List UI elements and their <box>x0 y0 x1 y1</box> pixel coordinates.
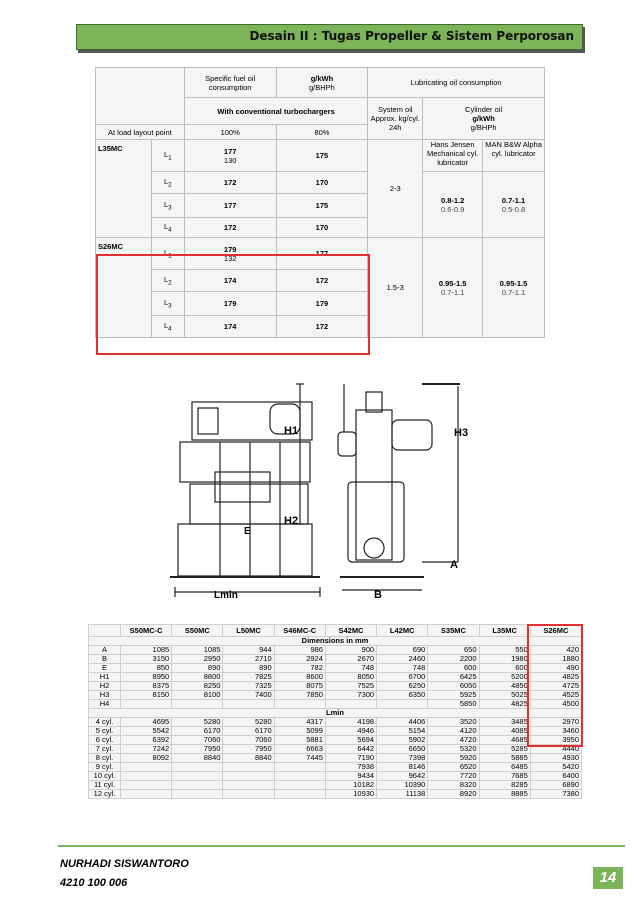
lmin-value: 5694 <box>325 736 376 745</box>
dimension-value: 986 <box>274 646 325 655</box>
lmin-value: 10182 <box>325 781 376 790</box>
dimension-value: 890 <box>172 664 223 673</box>
table-row <box>89 754 582 763</box>
table-row <box>89 736 582 745</box>
table-row <box>89 727 582 736</box>
dimension-value: 8250 <box>172 682 223 691</box>
row-label: A <box>89 646 121 655</box>
dimension-value: 1880 <box>530 655 581 664</box>
turbo-header: With conventional turbochargers <box>184 98 368 125</box>
label-a: A <box>450 559 458 571</box>
lmin-value: 5099 <box>274 727 325 736</box>
dimension-value: 6700 <box>377 673 428 682</box>
table-row <box>89 790 582 799</box>
dimension-value: 4825 <box>479 700 530 709</box>
table-row <box>89 763 582 772</box>
dimension-value: 6425 <box>428 673 479 682</box>
lmin-value: 3460 <box>530 727 581 736</box>
label-h3: H3 <box>454 427 469 439</box>
lmin-value <box>172 763 223 772</box>
lmin-value: 5902 <box>377 736 428 745</box>
dimension-value: 8050 <box>325 673 376 682</box>
lmin-value: 7950 <box>172 745 223 754</box>
lmin-value <box>223 790 274 799</box>
sfoc-100: 172 <box>184 172 276 194</box>
lmin-value: 11138 <box>377 790 428 799</box>
dimension-value: 5025 <box>479 691 530 700</box>
lmin-value: 8285 <box>479 781 530 790</box>
lmin-value: 10390 <box>377 781 428 790</box>
table-row <box>89 700 582 709</box>
dimension-value: 890 <box>223 664 274 673</box>
lmin-value: 8320 <box>428 781 479 790</box>
engine-column-header: S50MC-C <box>121 625 172 637</box>
lmin-value <box>223 781 274 790</box>
lmin-value: 10930 <box>325 790 376 799</box>
lmin-value: 5885 <box>479 754 530 763</box>
engine-column-header: S50MC <box>172 625 223 637</box>
sfoc-header: Specific fuel oil consumption <box>184 68 276 98</box>
load-point: $L_4$ <box>151 316 184 338</box>
units-header: g/kWh g/BHPh <box>276 68 368 98</box>
label-h2: H2 <box>284 515 299 527</box>
load-point: $L_1$ <box>151 140 184 172</box>
lmin-value <box>172 772 223 781</box>
dimension-value: 2670 <box>325 655 376 664</box>
dimension-value: 8100 <box>172 691 223 700</box>
row-label: 9 cyl. <box>89 763 121 772</box>
dimension-value: 7825 <box>223 673 274 682</box>
section-row <box>89 709 582 718</box>
dimension-value: 7525 <box>325 682 376 691</box>
dimension-value: 600 <box>428 664 479 673</box>
label-b: B <box>374 589 382 600</box>
row-label: 5 cyl. <box>89 727 121 736</box>
engine-column-header: S42MC <box>325 625 376 637</box>
label-lmin: Lmin <box>214 590 238 600</box>
sfoc-80: 172 <box>276 316 368 338</box>
dimensions-table <box>88 624 582 799</box>
load-point: $L_1$ <box>151 238 184 270</box>
lmin-value: 7685 <box>479 772 530 781</box>
lmin-value: 4440 <box>530 745 581 754</box>
page-number: 14 <box>593 867 623 889</box>
sfoc-100: 174 <box>184 270 276 292</box>
engine-column-header: S26MC <box>530 625 581 637</box>
lmin-value: 4685 <box>479 736 530 745</box>
col-100: 100% <box>184 125 276 140</box>
row-label: 11 cyl. <box>89 781 121 790</box>
lmin-value <box>223 772 274 781</box>
student-id: 4210 100 006 <box>60 877 128 889</box>
footer-divider <box>58 845 625 847</box>
sfoc-80: 179 <box>276 292 368 316</box>
lmin-value: 4317 <box>274 718 325 727</box>
lube-header: Lubricating oil consumption <box>368 68 545 98</box>
table-row <box>89 718 582 727</box>
engine-column-header: L42MC <box>377 625 428 637</box>
dimension-value: 782 <box>274 664 325 673</box>
sfoc-80: 170 <box>276 172 368 194</box>
dimension-value: 1085 <box>172 646 223 655</box>
dimension-value: 8150 <box>121 691 172 700</box>
lmin-value: 7190 <box>325 754 376 763</box>
dimension-value: 944 <box>223 646 274 655</box>
lmin-value: 8920 <box>428 790 479 799</box>
row-label: H3 <box>89 691 121 700</box>
engine-drawing <box>160 372 480 600</box>
row-label: 6 cyl. <box>89 736 121 745</box>
alpha-value: 0.95-1.5 0.7-1.1 <box>483 238 545 338</box>
table-row <box>89 646 582 655</box>
sfoc-80: 175 <box>276 194 368 218</box>
lmin-value: 7398 <box>377 754 428 763</box>
corner-cell <box>89 625 121 637</box>
col-80: 80% <box>276 125 368 140</box>
lmin-value: 5280 <box>172 718 223 727</box>
dimension-value: 1085 <box>121 646 172 655</box>
dimension-value: 5200 <box>479 673 530 682</box>
dimension-value: 690 <box>377 646 428 655</box>
dimension-value: 4725 <box>530 682 581 691</box>
dimension-value: 8075 <box>274 682 325 691</box>
lmin-value: 4120 <box>428 727 479 736</box>
load-point: $L_4$ <box>151 218 184 238</box>
lmin-value: 5881 <box>274 736 325 745</box>
lmin-value: 7720 <box>428 772 479 781</box>
row-label: 10 cyl. <box>89 772 121 781</box>
dimension-value: 2460 <box>377 655 428 664</box>
dimension-value: 8950 <box>121 673 172 682</box>
dimension-value: 420 <box>530 646 581 655</box>
engine-column-header: L35MC <box>479 625 530 637</box>
lmin-value <box>172 781 223 790</box>
dimension-value: 4850 <box>479 682 530 691</box>
dimension-value: 748 <box>325 664 376 673</box>
table-row <box>89 745 582 754</box>
dimension-value: 4500 <box>530 700 581 709</box>
engine-name: L35MC <box>96 140 152 238</box>
dimensions-title: Dimensions in mm <box>89 637 582 646</box>
dimension-value <box>223 700 274 709</box>
table-row <box>89 772 582 781</box>
lmin-value: 4695 <box>121 718 172 727</box>
dimension-value: 4525 <box>530 691 581 700</box>
dimension-value <box>172 700 223 709</box>
lmin-value: 9642 <box>377 772 428 781</box>
lmin-value <box>121 790 172 799</box>
dimension-value: 6250 <box>377 682 428 691</box>
table-row <box>89 655 582 664</box>
dimension-value: 600 <box>479 664 530 673</box>
row-label: B <box>89 655 121 664</box>
dimension-value <box>121 700 172 709</box>
dimension-value: 6350 <box>377 691 428 700</box>
dimension-value: 2200 <box>428 655 479 664</box>
sfoc-100: 174 <box>184 316 276 338</box>
lmin-value: 7950 <box>223 745 274 754</box>
lmin-value <box>223 763 274 772</box>
hans-jensen-header: Hans Jensen Mechanical cyl. lubricator <box>423 140 483 172</box>
lmin-value: 4946 <box>325 727 376 736</box>
lmin-value: 4406 <box>377 718 428 727</box>
header-bar <box>76 24 583 50</box>
table-row <box>89 691 582 700</box>
lmin-value: 4930 <box>530 754 581 763</box>
lmin-value: 6485 <box>479 763 530 772</box>
lmin-value: 3520 <box>428 718 479 727</box>
dimension-value: 900 <box>325 646 376 655</box>
lmin-value: 8092 <box>121 754 172 763</box>
lmin-value: 8840 <box>172 754 223 763</box>
dimension-value: 2924 <box>274 655 325 664</box>
table-row <box>89 682 582 691</box>
row-label: 7 cyl. <box>89 745 121 754</box>
lmin-value: 2970 <box>530 718 581 727</box>
alpha-value: 0.7-1.1 0.5-0.8 <box>483 172 545 238</box>
lmin-value: 6663 <box>274 745 325 754</box>
lmin-value: 6442 <box>325 745 376 754</box>
lmin-value <box>274 763 325 772</box>
table-row <box>89 664 582 673</box>
row-label: 4 cyl. <box>89 718 121 727</box>
row-label: 8 cyl. <box>89 754 121 763</box>
dimension-value: 5925 <box>428 691 479 700</box>
dimension-value: 850 <box>121 664 172 673</box>
load-point: $L_3$ <box>151 292 184 316</box>
engine-column-header: S35MC <box>428 625 479 637</box>
header-row <box>89 625 582 637</box>
s26mc-highlight-box <box>96 254 370 355</box>
load-point: $L_2$ <box>151 172 184 194</box>
lmin-value: 5420 <box>530 763 581 772</box>
lmin-value: 6392 <box>121 736 172 745</box>
dimension-value: 2950 <box>172 655 223 664</box>
lmin-value: 5542 <box>121 727 172 736</box>
system-oil-header: System oil Approx. kg/cyl. 24h <box>368 98 423 140</box>
row-label: E <box>89 664 121 673</box>
engine-name: S26MC <box>96 238 152 338</box>
lmin-value: 6650 <box>377 745 428 754</box>
sfoc-100: 177 <box>184 194 276 218</box>
dimension-value <box>377 700 428 709</box>
author-name: NURHADI SISWANTORO <box>60 858 189 870</box>
system-oil-value: 2-3 <box>368 140 423 238</box>
dimension-value: 550 <box>479 646 530 655</box>
dimension-value <box>325 700 376 709</box>
sfoc-80: 170 <box>276 218 368 238</box>
lmin-value: 8885 <box>479 790 530 799</box>
lmin-value: 5285 <box>479 745 530 754</box>
lmin-value: 6890 <box>530 781 581 790</box>
dimension-value: 1980 <box>479 655 530 664</box>
hans-value: 0.95-1.5 0.7-1.1 <box>423 238 483 338</box>
sfoc-100: 172 <box>184 218 276 238</box>
hans-value: 0.8-1.2 0.6-0.9 <box>423 172 483 238</box>
sfoc-100: 179 132 <box>184 238 276 270</box>
dimension-value: 7850 <box>274 691 325 700</box>
dimension-value: 7325 <box>223 682 274 691</box>
page-title: Desain II : Tugas Propeller & Sistem Perporosan <box>249 29 574 43</box>
sfoc-80: 175 <box>276 140 368 172</box>
dimension-value: 8600 <box>274 673 325 682</box>
lmin-value <box>121 772 172 781</box>
dimension-value: 4825 <box>530 673 581 682</box>
lmin-title: Lmin <box>89 709 582 718</box>
dimension-value <box>274 700 325 709</box>
dimension-value: 650 <box>428 646 479 655</box>
sfoc-100: 177 130 <box>184 140 276 172</box>
dimension-value: 6050 <box>428 682 479 691</box>
engine-column-header: L50MC <box>223 625 274 637</box>
table-row <box>89 673 582 682</box>
dimension-value: 7400 <box>223 691 274 700</box>
man-bw-header: MAN B&W Alpha cyl. lubricator <box>483 140 545 172</box>
load-point: $L_2$ <box>151 270 184 292</box>
dimension-value: 2710 <box>223 655 274 664</box>
lmin-value: 5920 <box>428 754 479 763</box>
row-label: H2 <box>89 682 121 691</box>
lmin-value <box>121 781 172 790</box>
lmin-value: 6170 <box>172 727 223 736</box>
lmin-value: 6400 <box>530 772 581 781</box>
lmin-value: 5154 <box>377 727 428 736</box>
row-label: H1 <box>89 673 121 682</box>
load-point: $L_3$ <box>151 194 184 218</box>
system-oil-value: 1.5-3 <box>368 238 423 338</box>
lmin-value <box>172 790 223 799</box>
label-h1: H1 <box>284 425 299 437</box>
engine-column-header: S46MC-C <box>274 625 325 637</box>
lmin-value: 5280 <box>223 718 274 727</box>
sfoc-80: 177 <box>276 238 368 270</box>
lmin-value: 9434 <box>325 772 376 781</box>
dimension-value: 7300 <box>325 691 376 700</box>
lmin-value: 7242 <box>121 745 172 754</box>
lmin-value: 7060 <box>223 736 274 745</box>
lmin-value: 6170 <box>223 727 274 736</box>
section-row <box>89 637 582 646</box>
sfoc-80: 172 <box>276 270 368 292</box>
lmin-value <box>121 763 172 772</box>
lmin-value: 8840 <box>223 754 274 763</box>
dimension-value: 8375 <box>121 682 172 691</box>
table-row <box>89 781 582 790</box>
lmin-value <box>274 772 325 781</box>
dimension-value: 490 <box>530 664 581 673</box>
lmin-value: 6520 <box>428 763 479 772</box>
lmin-value: 4198 <box>325 718 376 727</box>
lmin-value <box>274 790 325 799</box>
lmin-value: 7445 <box>274 754 325 763</box>
lmin-value: 3950 <box>530 736 581 745</box>
sfoc-100: 179 <box>184 292 276 316</box>
lmin-value: 4085 <box>479 727 530 736</box>
dimension-value: 8800 <box>172 673 223 682</box>
cylinder-oil-header: Cylinder oil g/kWh g/BHPh <box>423 98 545 140</box>
dimension-value: 5850 <box>428 700 479 709</box>
lmin-value: 7380 <box>530 790 581 799</box>
lmin-value: 3485 <box>479 718 530 727</box>
row-label: 12 cyl. <box>89 790 121 799</box>
lmin-value: 5320 <box>428 745 479 754</box>
label-e: E <box>244 526 251 537</box>
dimension-value: 748 <box>377 664 428 673</box>
s26mc-column-highlight <box>527 624 583 747</box>
dimension-value: 3150 <box>121 655 172 664</box>
lmin-value: 7060 <box>172 736 223 745</box>
lmin-value <box>274 781 325 790</box>
lmin-value: 8146 <box>377 763 428 772</box>
lmin-value: 4720 <box>428 736 479 745</box>
load-header: At load layout point <box>96 125 185 140</box>
lmin-value: 7938 <box>325 763 376 772</box>
row-label: H4 <box>89 700 121 709</box>
